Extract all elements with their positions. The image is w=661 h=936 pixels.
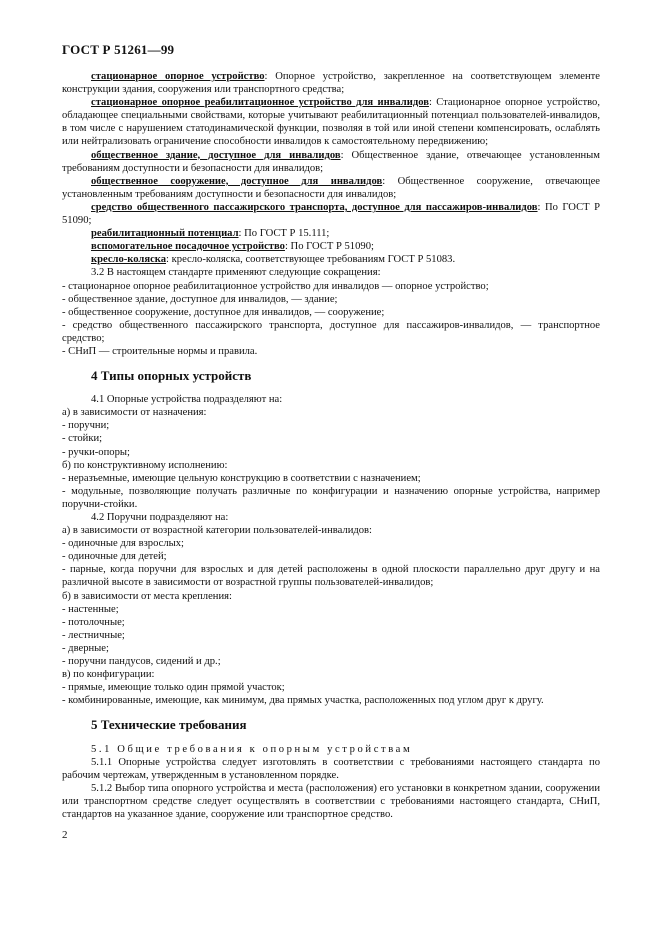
definition-stationary-device: стационарное опорное устройство: Опорное устройство, закрепленное на соответствующем элементе конструкции здания, сооружения или транспортного средства; [62, 71, 600, 96]
definition-aux-device: вспомогательное посадочное устройство: По ГОСТ Р 51090; [91, 241, 374, 253]
list-item: - парные, когда поручни для взрослых и для детей расположены в одной плоскости параллельно друг другу и на различной высоте в зависимости от возрастной группы пользователей-инвалидов; [62, 564, 600, 589]
list-item: - одиночные для детей; [62, 551, 167, 563]
list-item: - дверные; [62, 642, 109, 654]
list-item: - модульные, позволяющие получать различные по конфигурации и назначению опорные устройства, например поручни-стойки. [62, 485, 600, 510]
list-item: - стойки; [62, 433, 103, 445]
section-4-title: 4 Типы опорных устройств [91, 368, 252, 384]
clause-4-2: 4.2 Поручни подразделяют на: [91, 512, 229, 523]
term: общественное здание, доступное для инвалидов [91, 149, 341, 161]
definition-wheelchair: кресло-коляска: кресло-коляска, соответствующее требованиям ГОСТ Р 51083. [91, 254, 456, 266]
document-header: ГОСТ Р 51261—99 [62, 42, 175, 57]
list-item: - средство общественного пассажирского транспорта, доступное для пассажиров-инвалидов, — транспортное средство; [62, 319, 600, 344]
term: вспомогательное посадочное устройство [91, 241, 285, 253]
list-item: - общественное сооружение, доступное для инвалидов, — сооружение; [62, 306, 385, 318]
page-number: 2 [62, 829, 68, 841]
list-item: - ручки-опоры; [62, 446, 130, 458]
list-heading: б) в зависимости от места крепления: [62, 590, 232, 602]
list-item: - потолочные; [62, 616, 125, 628]
definition-rehab-device: стационарное опорное реабилитационное устройство для инвалидов: Стационарное опорное устройство, обладающее специальными свойствами, которые учитывают реабилитационный потенциал пользователей-инвалидов, в том числе с нарушением статодинамической функции, позволяя в той или иной степени компенсировать, ослаблять или нейтрализовать ограничение способности инвалидов к самостоятельному передвижению; [62, 97, 600, 148]
section-5-title: 5 Технические требования [91, 717, 247, 733]
definition-public-transport: средство общественного пассажирского транспорта, доступное для пассажиров-инвалидов: По ГОСТ Р 51090; [62, 201, 600, 227]
list-item: - СНиП — строительные нормы и правила. [62, 345, 258, 357]
list-item: - одиночные для взрослых; [62, 538, 184, 550]
list-item: - комбинированные, имеющие, как минимум, два прямых участка, расположенных под углом друг к другу. [62, 695, 544, 707]
list-item: - настенные; [62, 603, 119, 615]
list-item: - стационарное опорное реабилитационное устройство для инвалидов — опорное устройство; [62, 280, 489, 292]
list-heading: а) в зависимости от возрастной категории пользователей-инвалидов: [62, 525, 372, 537]
clause-5-1-2: 5.1.2 Выбор типа опорного устройства и места (расположения) его установки в конкретном здании, сооружении или транспортном средстве следует осуществлять в соответствии с требованиями настоящего стандарта, СНиП, стандартов на указанное здание, сооружение или транспортное средство. [62, 782, 600, 820]
term: стационарное опорное реабилитационное устройство для инвалидов [91, 97, 429, 109]
clause-5-1-1: 5.1.1 Опорные устройства следует изготовлять в соответствии с требованиями настоящего стандарта по рабочим чертежам, утвержденным в установленном порядке. [62, 756, 600, 781]
clause-5-1: 5.1 Общие требования к опорным устройствам [91, 743, 413, 755]
definition-public-building: общественное здание, доступное для инвалидов: Общественное здание, отвечающее установленным требованиям доступности и безопасности для инвалидов; [62, 149, 600, 174]
list-heading: б) по конструктивному исполнению: [62, 459, 228, 471]
term: общественное сооружение, доступное для инвалидов [91, 175, 383, 187]
list-heading: а) в зависимости от назначения: [62, 407, 207, 419]
list-item: - общественное здание, доступное для инвалидов, — здание; [62, 293, 338, 305]
clause-4-1: 4.1 Опорные устройства подразделяют на: [91, 394, 283, 406]
definition-public-structure: общественное сооружение, доступное для инвалидов: Общественное сооружение, отвечающее установленным требованиям доступности и безопасности для инвалидов; [62, 175, 600, 200]
list-item: - поручни; [62, 420, 110, 432]
list-item: - неразъемные, имеющие цельную конструкцию в соответствии с назначением; [62, 472, 421, 484]
term: стационарное опорное устройство [91, 71, 265, 82]
term: кресло-коляска [91, 254, 167, 266]
definition-rehab-potential: реабилитационный потенциал: По ГОСТ Р 15.111; [91, 228, 330, 240]
document-body [62, 70, 600, 821]
list-item: - поручни пандусов, сидений и др.; [62, 656, 221, 668]
term: средство общественного пассажирского транспорта, доступное для пассажиров-инвалидов [91, 201, 538, 213]
clause-3-2: 3.2 В настоящем стандарте применяют следующие сокращения: [91, 267, 381, 279]
list-item: - лестничные; [62, 629, 125, 641]
list-item: - прямые, имеющие только один прямой участок; [62, 682, 285, 694]
term: реабилитационный потенциал [91, 228, 239, 240]
list-heading: в) по конфигурации: [62, 669, 155, 681]
